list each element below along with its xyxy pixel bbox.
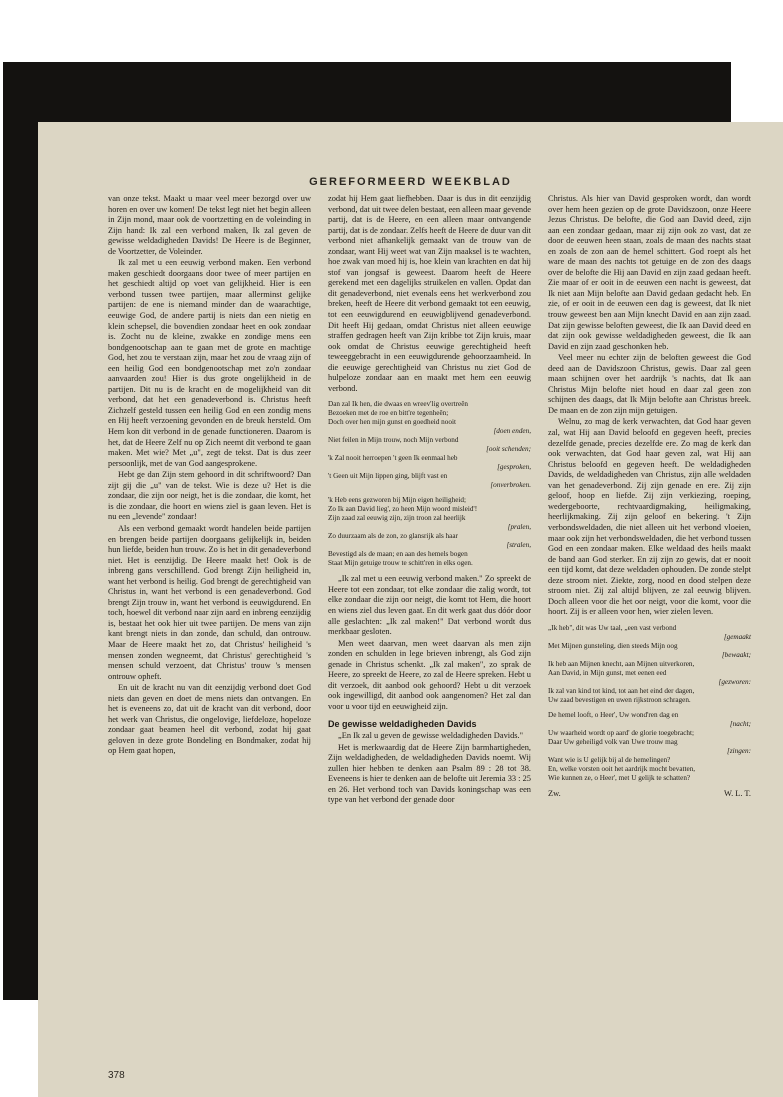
poem-line: Bevestigd als de maan; en aan des hemels bogen (328, 550, 468, 559)
poem-line: Aan David, in Mijn gunst, met eenen eed (548, 668, 667, 677)
poem-line-continuation: [bewaakt; (721, 650, 751, 659)
poem-line: Daar Uw geheiligd volk van Uwe trouw mag (548, 737, 678, 746)
paragraph: Welnu, zo mag de kerk verwachten, dat God haar geven zal, wat Hij aan David beloofd en gegeven heeft, precies dezelfde genade, precies dezelfde ere. Zo mag de kerk dan ook verwachten, dat God haar geven zal, wat Hij aan Christus beloofd en gegeven heeft. De weldadigheden Davids, de weldadigheden van Christus, zijn alle weldaden van het genadeverbond. Zij zijn genade en ere. Zij zijn geloof, hoop en liefde. Zij zijn verkiezing, roeping, wedergeboorte, rechtvaardigmaking, heiligmaking, heerlijkmaking. Zij zijn geloof en bekering. 't Zijn verbondsweldaden, die niet alleen uit het verbond vloeien, maar ook zijn het verbondsweldaden, die het verbond tussen God en een zondaar maken. Elke weldaad des heils maakt de band aan God sterker. En zij zijn zo gewis, dat er nooit een tijd komt, dat deze weldaden ophouden. De zonde stelpt deze stroom niet. Ziekte, zorg, nood en dood stelpen deze stroom niet. Zij zal altijd blijven, ze zal eeuwig blijven. Doch alleen voor die het oor neigt, voor die komt, voor die hoort. Zij is er alleen voor hen, wier zielen leven. (548, 417, 751, 617)
poem-line-continuation: [gesproken, (497, 463, 531, 472)
poem-line: Staat Mijn getuige trouw te schitt'ren in elks ogen. (328, 559, 473, 568)
paragraph: van onze tekst. Maakt u maar veel meer bezorgd over uw horen en over uw komen! De tekst legt niet het begin alleen in Zijn mond, maar ook de voortzetting en de voleinding in Zijn hand: Ik zal een verbond maken, Ik zal geven de gewisse weldadigheden Davids! De Heere is de Beginner, de Voortzetter, de Voleinder. (108, 194, 311, 256)
poem-line: Ik heb aan Mijnen knecht, aan Mijnen uitverkoren, (548, 659, 695, 668)
paragraph: Het is merkwaardig dat de Heere Zijn barmhartigheden, Zijn weldadigheden, de weldadigheden Davids noemt. Wij zullen hier hebben te denken aan Psalm 89 : 28 tot 38. Eveneens is hier te denken aan de belofte uit Jeremia 33 : 25 en 26. Het verbond toch van Davids koningschap was een type van het verbond der genade door (328, 742, 531, 805)
column-3-text (548, 194, 751, 618)
paragraph: Hebt ge dan Zijn stem gehoord in dit schriftwoord? Dan zijt gij die „u" van de tekst. Wie is deze u? Het is die zondaar, die zijn oor neigt, het is die zondaar, die komt, het is die zondaar, die hoort en wiens ziel is gaan leven. Het is nu een „levende" zondaar! (108, 470, 311, 522)
poem-line: 'k Zal nooit herroepen 't geen Ik eenmaal heb (328, 454, 458, 463)
poem-line: „Ik heb", dit was Uw taal, „een vast verbond (548, 623, 677, 632)
poem-line-continuation: [stralen, (506, 541, 531, 550)
poem-line-continuation: [onverbroken. (490, 481, 531, 490)
paragraph: Men weet daarvan, men weet daarvan als men zijn zonden en schulden in lege brieven inbrengt, als God zijn genade in Christus schenkt. „Ik zal maken", zo sprak de Heere, zo spreekt de Heere, zo zal de Heere spreken. Hebt u dit verzoek, dit aanbod ook gehoord? Hebt u dit verzoek ook ingewilligd, dit aanbod ook aangenomen? Het zal dan voor u voor tijd en eeuwigheid zijn. (328, 638, 531, 711)
paragraph: Als een verbond gemaakt wordt handelen beide partijen en brengen beide partijen doorgaans gelijkelijk in, beiden hun liefde, beiden hun trouw. Zo is het in dit genadeverbond niet. Het is eenzijdig. De Heere maakt het! Ook is de inbreng gans verschillend. God brengt Zijn heiligheid in, want het verbond is heilig. God brengt de gerechtigheid van Christus in, want het verbond is een genadeverbond. God brengt Zijn trouw in, want het verbond is eeuwigdurend. En toch, hoewel dit verbond naar zijn aard en inbreng eenzijdig is, bestaat het ook hier uit twee partijen. De mens van zijn kant brengt niets in dan zonde, dan schuld, dan ontrouw. Maar de Heere maakt het zo, dat Christus' heiligheid 's mensen zonden wegneemt, dat Christus' gerechtigheid 's mensen schuld verzoent, dat Christus' trouw 's mensen ontrouw opheft. (108, 523, 311, 681)
poem-line-continuation: [nacht; (729, 719, 751, 728)
poem-1 (328, 400, 531, 490)
paragraph: Veel meer nu echter zijn de beloften geweest die God deed aan de Davidszoon Christus, gewis. Daar zal geen maan schijnen over het aardrijk 's nachts, dat Ik aan Christus Mijn belofte niet houd en daar zal geen zon schijnen des daags, dat Ik Mijn belofte aan Christus breek. De maan en de zon zijn mijn getuigen. (548, 353, 751, 415)
poem-line: 't Geen uit Mijn lippen ging, blijft vast en (328, 472, 448, 481)
column-3 (548, 194, 751, 1054)
scan-background (3, 62, 751, 1081)
poem-line: Bezoeken met de roe en bitt're tegenheên; (328, 409, 449, 418)
poem-line: 'k Heb eens gezworen bij Mijn eigen heiligheid; (328, 496, 467, 505)
poem-line: Ik zal van kind tot kind, tot aan het eind der dagen, (548, 686, 695, 695)
poem-line: Zijn zaad zal eeuwig zijn, zijn troon zal heerlijk (328, 514, 466, 523)
section-title: De gewisse weldadigheden Davids (328, 718, 477, 729)
paragraph: „En Ik zal u geven de gewisse weldadigheden Davids." (338, 731, 524, 741)
signature-right: W. L. T. (723, 788, 751, 798)
poem-line: En, welke vorsten ooit het aardrijk mocht bevatten, (548, 764, 696, 773)
poem-line: Uw zaad bevestigen en uwen rijkstroon schragen. (548, 695, 691, 704)
poem-line-continuation: [gezworen: (718, 677, 751, 686)
column-1 (108, 194, 311, 1054)
poem-line: Wie kunnen ze, o Heer', met U gelijk te schatten? (548, 773, 691, 782)
poem-line: Zo duurzaam als de zon, zo glansrijk als haar (328, 532, 458, 541)
signature-left: Zw. (548, 788, 561, 798)
paragraph: „Ik zal met u een eeuwig verbond maken." Zo spreekt de Heere tot een zondaar, tot elke zondaar die zalig wordt, tot elke zondaar die zijn oor neigt, die komt tot Hem, die hoort en wiens ziel dus leven gaat. En dit werk gaat dus dóór door alle geslachten: „Ik zal maken!" Dat verbond wordt dus merkbaar gesloten. (328, 574, 531, 637)
column-2 (328, 194, 531, 1054)
poem-line: De hemel looft, o Heer', Uw wond'ren dag en (548, 710, 679, 719)
paragraph: Christus. Als hier van David gesproken wordt, dan wordt over hem heen gezien op de grote Davidszoon, onze Heere Jezus Christus. De belofte, die God aan David deed, zijn aan een zondaar gedaan, maar zij zijn ook zo vast, dat ze door de eeuwen heen staan, zoals de maan des nachts staat en zoals de zon aan de hemel schittert. God roept als het ware de maan des nachts tot getuige en de zon des daags over de belofte die Hij aan David en zijn zaad gedaan heeft. Zie maar of er ooit in de eeuwen een nacht is geweest, dat Ik niet aan Mijn belofte aan David gedaan gedacht heb. En zie, of er ooit in de eeuwen een dag is geweest, dat Ik niet trouw geweest ben aan Mijn knecht David en aan zijn zaad. Dat zijn gewisse beloften geweest, die Ik aan David deed en dat zijn ook gewisse weldadigheden geweest, die Ik aan David en zijn zaad geschonken heb. (548, 194, 751, 351)
poem-2 (328, 496, 531, 568)
poem-line: Uw waarheid wordt op aard' de glorie toegebracht; (548, 728, 694, 737)
column-2-text-b (328, 574, 531, 712)
poem-3 (548, 624, 751, 705)
poem-line-continuation: [ooit schenden; (486, 445, 531, 454)
poem-line: Want wie is U gelijk bij al de hemelingen? (548, 755, 671, 764)
page-header: GEREFORMEERD WEEKBLAD (309, 176, 512, 188)
column-2-text-a (328, 194, 531, 394)
signature (548, 789, 751, 800)
poem-line-continuation: [doen enden, (493, 427, 531, 436)
poem-4 (548, 711, 751, 783)
newspaper-page (38, 122, 783, 1097)
poem-line: Met Mijnen gunsteling, dien steeds Mijn oog (548, 641, 678, 650)
paragraph: Ik zal met u een eeuwig verbond maken. Een verbond maken geschiedt doorgaans door twee of meer partijen en het geschiedt altijd op voet van gelijkheid. Hier is een verbond tussen twee partijen, maar allerminst gelijke partijen: de ene is niemand minder dan de waarachtige, eeuwige God, de andere partij is niets dan een nietig en klein schepsel, die bovendien zondaar heet en ook zondaar is. Zocht nu de kleine, zwakke en zondige mens een bondgenootschap aan te gaan met de grote en machtige God, het zou te verstaan zijn, maar het zou de vraag zijn of een heilig God een bondgenootschap met zo'n zondaar aanvaarden zou! Hier is dus grote ongelijkheid in de partijen. Dit nu is de kracht en de mogelijkheid van dit verbond, dat het een genadeverbond is. Christus heeft Zichzelf gesteld tussen een heilig God en een zondig mens en Hij heeft verzoening gevonden en de breuk hersteld. Om Hem kon dit verbond in de genade functioneren. Daarom is het, dat de Heere Zelf nu op Zich neemt dit verbond te gaan maken. Met wie? Met „u", zegt de tekst. Dat is dus zeer persoonlijk, met de van God aangesprokene. (108, 258, 311, 468)
poem-line: Zo Ik aan David lieg', zo heen Mijn woord misleid'! (328, 505, 478, 514)
poem-line: Niet feilen in Mijn trouw, noch Mijn verbond (328, 436, 459, 445)
poem-line-continuation: [gemaakt (723, 632, 751, 641)
page-number: 378 (108, 1070, 125, 1081)
poem-line-continuation: [zingen: (727, 746, 751, 755)
column-2-text-c (328, 731, 531, 806)
paragraph: zodat hij Hem gaat liefhebben. Daar is dus in dit eenzijdig verbond, dat uit twee delen bestaat, een alleen maar gevende partij, dat is de Heere, en een alleen maar ontvangende partij, dat is de zondaar. Zelfs heeft de Heere de duur van dit verbond niet afhankelijk gemaakt van de trouw van de zondaar, want Hij weet wat van Zijn maaksel is te wachten, hoe zwak van moed hij is, hoe klein van krachten en dat hij stof van jongsaf is geweest. Daarom heeft de Heere gerekend met een dagelijks struikelen en vallen. Opdat dan dit genadeverbond, niet evenals eens het werkverbond zou breken, heeft de Heere dit verbond gemaakt tot een eeuwig, tot een eeuwigdurend en eeuwigblijvend genadeverbond. Dit heeft Hij gedaan, omdat Christus niet alleen eeuwige straffen gedragen heeft van Zijn kribbe tot Zijn kruis, maar ook omdat de Christus eeuwige gerechtigheid heeft teweeggebracht in een eeuwigdurende gehoorzaamheid. In die eeuwige gerechtigheid van Christus nu ziet God de hulpeloze zondaar aan en maakt met hem een eeuwig verbond. (328, 194, 531, 393)
poem-line: Dan zal Ik hen, die dwaas en wreev'lig overtreên (328, 400, 468, 409)
poem-line: Doch over hen mijn gunst en goedheid nooit (328, 418, 456, 427)
paragraph: En uit de kracht nu van dit eenzijdig verbond doet God niets dan geven en doet de mens niets dan ontvangen. En het is eveneens zo, dat uit de kracht van dit verbond, door het werk van Christus, die ongelovige, liefdeloze, hopeloze zondaar gaat beamen heel dit verbond, zodat hij gaat geloven in deze grote Bondeling en Bondmaker, zodat hij op Hem gaat hopen, (108, 683, 311, 756)
poem-line-continuation: [pralen, (507, 523, 531, 532)
